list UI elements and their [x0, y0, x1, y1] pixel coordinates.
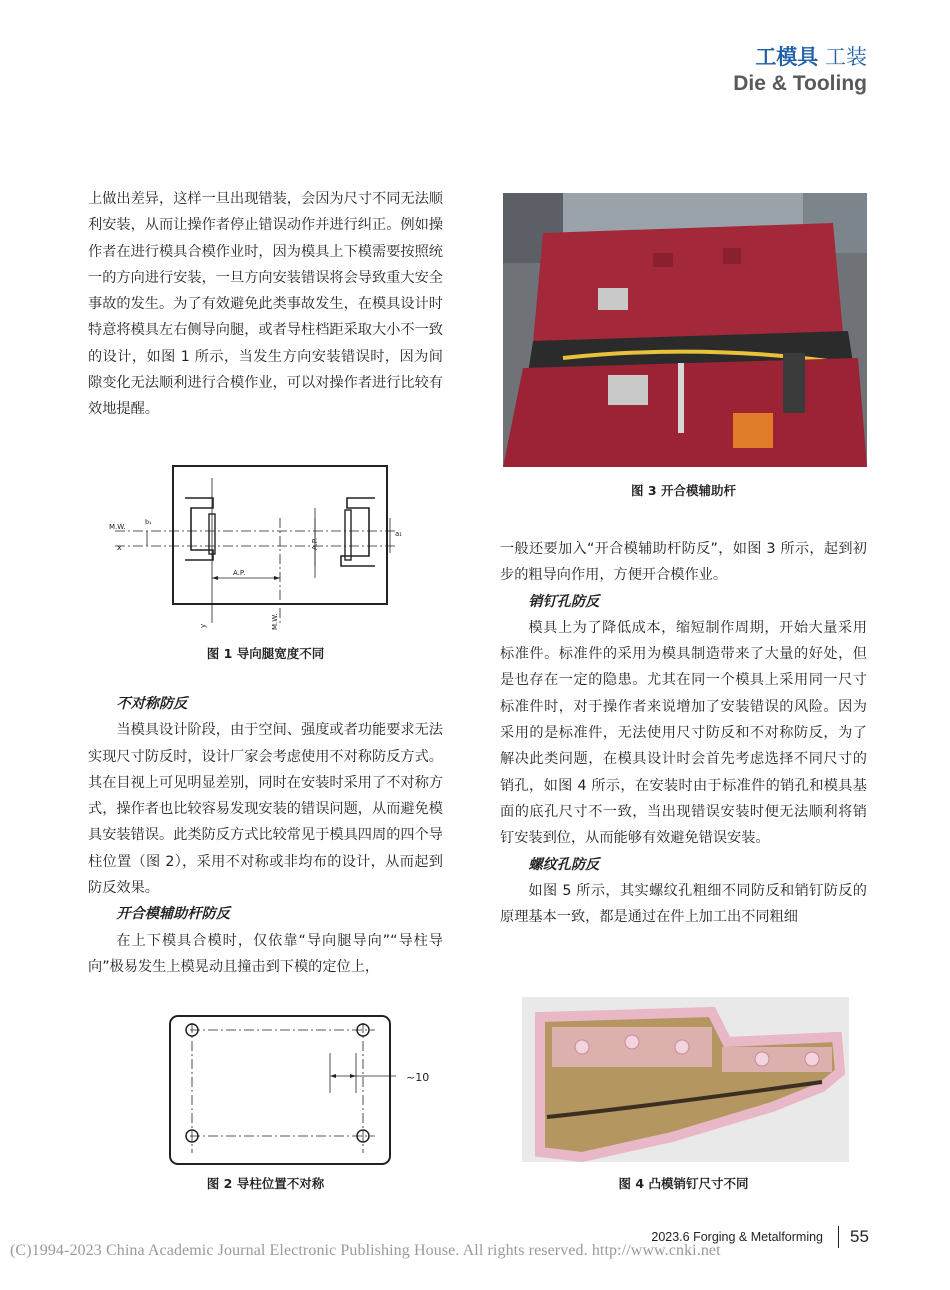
punch-photo: [522, 997, 849, 1162]
issue-info: 2023.6 Forging & Metalforming: [651, 1230, 823, 1244]
brand-cn-light: 工装: [818, 45, 867, 69]
section-heading: 不对称防反: [116, 696, 188, 712]
figure-3-caption: 图 3 开合模辅助杆: [631, 483, 736, 498]
label-ap-horizontal: A.P.: [233, 569, 246, 577]
left-column-top: [88, 186, 443, 423]
die-pocket: [723, 248, 741, 264]
die-outline: [173, 466, 387, 604]
figure-1-caption: 图 1 导向腿宽度不同: [206, 646, 325, 661]
guide-pillar-drawing: [160, 1008, 450, 1168]
page-number: 55: [850, 1227, 869, 1246]
section-heading: 开合模辅助杆防反: [116, 906, 230, 923]
brand-english: Die & Tooling: [733, 72, 867, 95]
body-paragraph: 一般还要加入“开合模辅助杆防反”，如图 3 所示，起到初步的粗导向作用，方便开合模作业。: [500, 541, 867, 584]
arrow-head: [274, 576, 280, 580]
pin-hole: [755, 1052, 769, 1066]
copyright-watermark: (C)1994-2023 China Academic Journal Electronic Publishing House. All rights reserved. http://www.cnki.net: [10, 1242, 721, 1259]
offset-label: ~10: [406, 1071, 430, 1084]
label-a1: a₁: [395, 530, 403, 538]
label-mw-bottom: M.W.: [271, 613, 279, 630]
figure-3-photo: [503, 193, 867, 467]
body-paragraph: 上做出差异，这样一旦出现错装，会因为尺寸不同无法顺利安装，从而让操作者停止错误动作并进行纠正。例如操作者在进行模具合模作业时，因为模具上下模需要按照统一的方向进行安装，一旦方向安装错误将会导致重大安全事故的发生。为了有效避免此类事故发生，在模具设计时特意将模具左右侧导向腿，或者导柱档距采取大小不一致的设计，如图 1 所示，当发生方向安装错误时，因为间隙变化无法顺利进行合模作业，可以对操作者进行比较有效地提醒。: [88, 191, 443, 418]
figure-4-caption: 图 4 凸模销钉尺寸不同: [618, 1176, 749, 1191]
orange-block: [733, 413, 773, 448]
label-x: x: [117, 543, 122, 552]
left-column-middle: [88, 691, 443, 980]
cylinder: [783, 353, 805, 413]
arrow-head: [212, 576, 218, 580]
guide-leg-drawing: [105, 458, 405, 633]
body-paragraph: 在上下模具合模时，仅依靠“导向腿导向”“导柱导向”极易发生上模晃动且撞击到下模的定位上，: [88, 932, 443, 975]
pin-hole: [625, 1035, 639, 1049]
section-heading: 螺纹孔防反: [528, 856, 600, 873]
right-guide-slot: [345, 510, 351, 560]
pin-hole: [575, 1040, 589, 1054]
die-label-plate-lower: [608, 375, 648, 405]
brand-cn-bold: 工模具: [755, 45, 819, 69]
die-pocket: [653, 253, 673, 267]
pin-hole: [805, 1052, 819, 1066]
right-column: [500, 536, 867, 930]
label-mw-left: M.W.: [109, 523, 126, 531]
upper-die: [533, 223, 843, 343]
section-heading: 销钉孔防反: [528, 593, 600, 610]
body-paragraph: 如图 5 所示，其实螺纹孔粗细不同防反和销钉防反的原理基本一致，都是通过在件上加工出不同粗细: [500, 882, 867, 926]
assist-rod: [678, 363, 684, 433]
brand-chinese: [733, 44, 867, 70]
pin-hole: [675, 1040, 689, 1054]
arrow-head: [350, 1074, 356, 1078]
figure-4-photo: [522, 997, 849, 1162]
arrow-head: [330, 1074, 336, 1078]
die-photo: [503, 193, 867, 467]
body-paragraph: 模具上为了降低成本，缩短制作周期，开始大量采用标准件。标准件的采用为模具制造带来了大量的好处，但是也存在一定的隐患。尤其在同一个模具上采用同一尺寸标准件时，对于操作者来说增加了安装错误的风险。因为采用的是标准件，无法使用尺寸防反和不对称防反，为了解决此类问题，在模具设计时会首先考虑选择不同尺寸的销孔，如图 4 所示，在安装时由于标准件的销孔和模具基面的底孔尺寸不一致，当出现错误安装时便无法顺利将销钉安装到位，从而能够有效避免错误安装。: [500, 619, 867, 847]
die-label-plate: [598, 288, 628, 310]
label-y: y: [199, 623, 207, 628]
figure-2-diagram: [160, 1008, 450, 1168]
body-paragraph: 当模具设计阶段，由于空间、强度或者功能要求无法实现尺寸防反时，设计厂家会考虑使用不对称防反方式。其在目视上可见明显差别，同时在安装时采用了不对称方式，操作者也比较容易发现安装的错误问题，从而避免模具安装错误。此类防反方式比较常见于模具四周的四个导柱位置（图 2），采用不对称或非均布的设计，从而起到防反效果。: [88, 722, 443, 897]
plate-outline: [170, 1016, 390, 1164]
label-b1: b₁: [145, 518, 152, 526]
footer-divider: [838, 1226, 839, 1248]
journal-brand: [733, 44, 867, 97]
figure-1-diagram: [105, 458, 405, 633]
lower-die: [503, 358, 867, 467]
right-guide-leg: [341, 498, 375, 566]
figure-2-caption: 图 2 导柱位置不对称: [206, 1176, 325, 1191]
label-ap-vertical: A.P.: [311, 537, 319, 550]
